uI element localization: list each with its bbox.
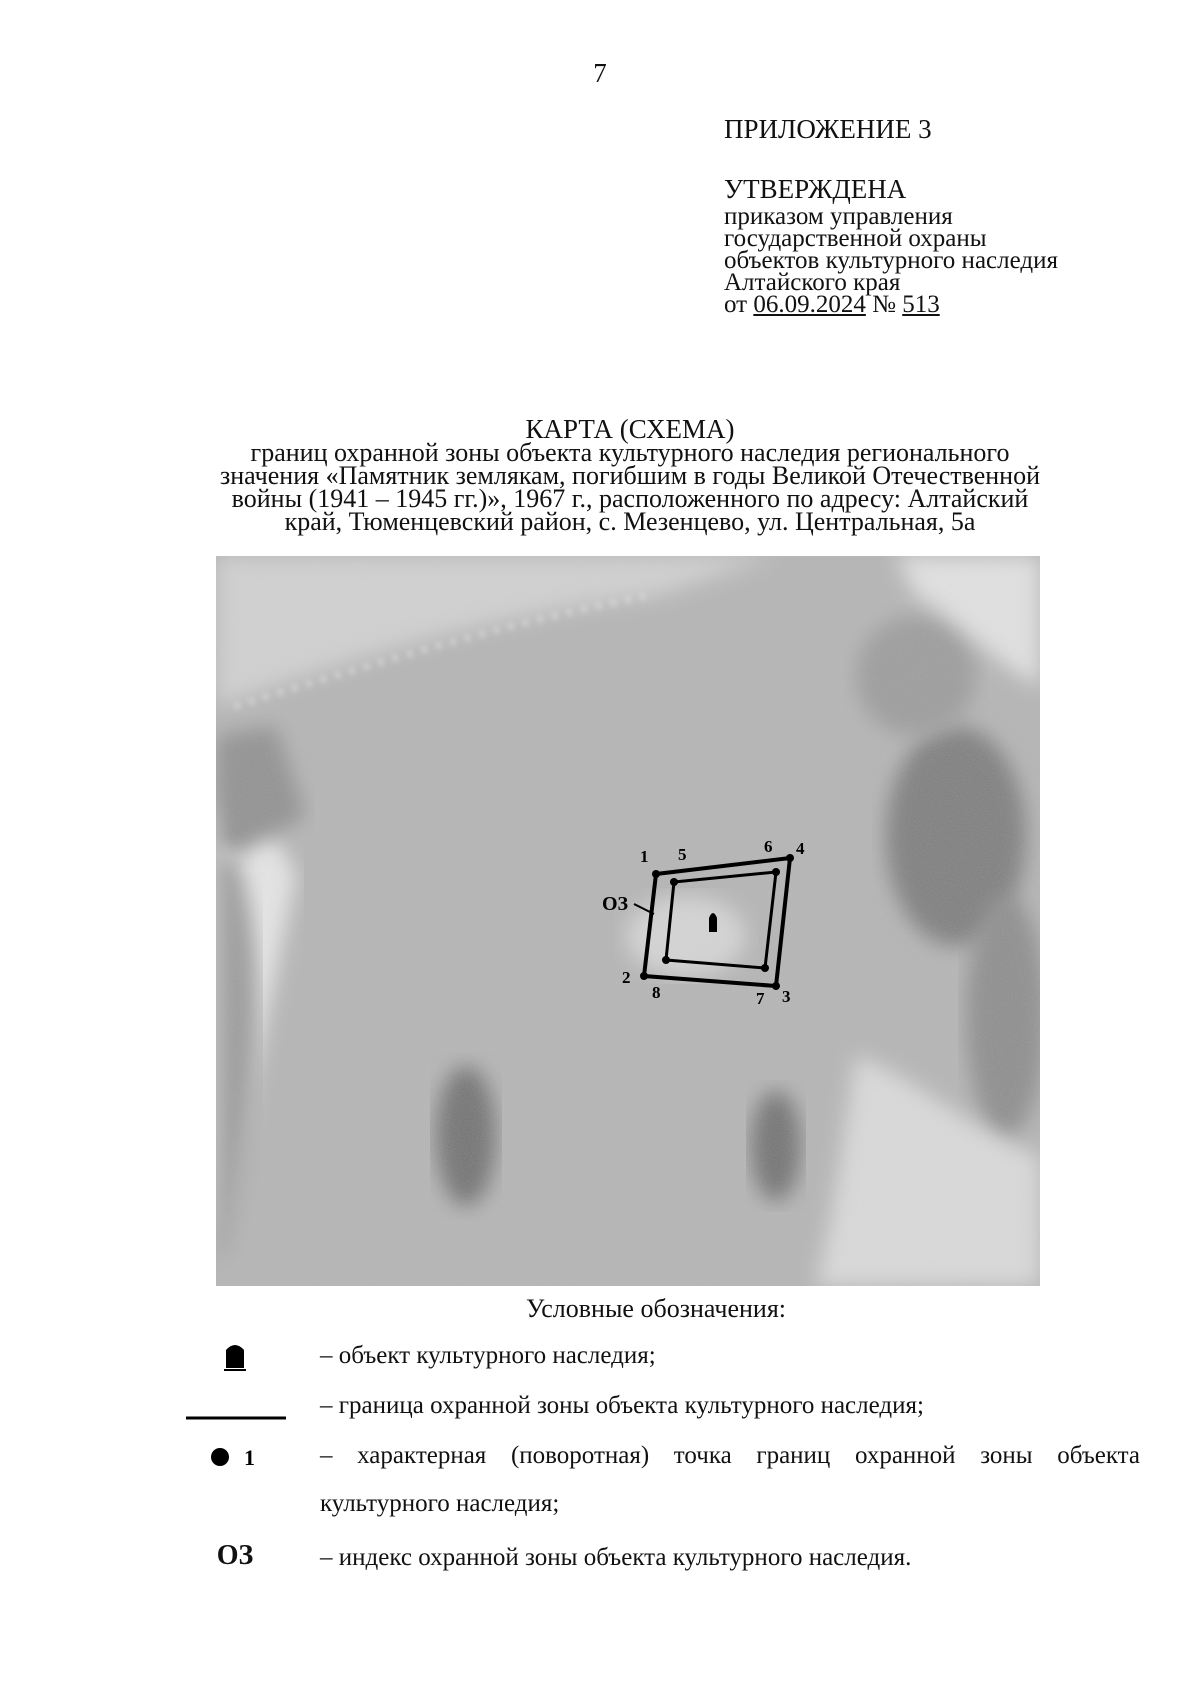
legend-boundary-symbol bbox=[180, 1402, 290, 1430]
legend-heritage-symbol bbox=[180, 1340, 290, 1381]
title-line-1: КАРТА (СХЕМА) bbox=[525, 414, 735, 444]
approval-line-1: приказом управления bbox=[724, 203, 953, 230]
point-label-5: 5 bbox=[678, 845, 687, 864]
legend-text-boundary: – граница охранной зоны объекта культурного наследия; bbox=[320, 1392, 924, 1419]
approval-line-2: государственной охраны bbox=[724, 225, 987, 252]
approval-line-4: Алтайского края bbox=[724, 269, 901, 296]
legend-item-boundary bbox=[180, 1382, 1140, 1430]
title-line-3: значения «Памятник землякам, погибшим в годы Великой Отечественной bbox=[219, 461, 1040, 490]
approval-number: 513 bbox=[902, 291, 940, 318]
title-line-5: край, Тюменцевский район, с. Мезенцево, ул. Центральная, 5а bbox=[284, 507, 976, 536]
date-prefix: от bbox=[724, 291, 754, 318]
zone-index-label: ОЗ bbox=[602, 893, 629, 915]
point-label-8: 8 bbox=[652, 983, 661, 1002]
appendix-label: ПРИЛОЖЕНИЕ 3 bbox=[724, 114, 932, 144]
document-title bbox=[150, 414, 1110, 536]
point-label-2: 2 bbox=[622, 968, 631, 987]
legend-text-point: – характерная (поворотная) точка границ охранной зоны объекта культурного наследия; bbox=[320, 1442, 1140, 1517]
legend-text-zone-index: – индекс охранной зоны объекта культурного наследия. bbox=[320, 1544, 912, 1571]
legend-point-number: 1 bbox=[244, 1445, 255, 1470]
map-image bbox=[216, 556, 1040, 1286]
legend-zone-index-symbol: ОЗ bbox=[216, 1540, 254, 1571]
point-label-3: 3 bbox=[782, 987, 791, 1006]
point-label-1: 1 bbox=[640, 847, 649, 866]
number-prefix: № bbox=[865, 291, 903, 318]
legend-item-point bbox=[180, 1432, 1140, 1528]
approved-label: УТВЕРЖДЕНА bbox=[724, 174, 907, 204]
heritage-object-icon bbox=[709, 913, 717, 932]
legend-item-heritage bbox=[180, 1332, 1140, 1380]
approval-date-line bbox=[724, 291, 1058, 318]
point-label-7: 7 bbox=[756, 989, 765, 1008]
approval-block bbox=[724, 114, 1058, 318]
title-line-2: границ охранной зоны объекта культурного наследия регионального bbox=[250, 438, 1010, 467]
approval-date: 06.09.2024 bbox=[753, 291, 866, 318]
approval-line-3: объектов культурного наследия bbox=[724, 247, 1058, 274]
turning-point-dot bbox=[211, 1448, 229, 1466]
legend-item-zone-index bbox=[180, 1534, 1140, 1582]
point-label-4: 4 bbox=[796, 839, 805, 858]
heritage-object-icon bbox=[226, 1345, 244, 1368]
page-number: 7 bbox=[593, 58, 607, 88]
title-line-4: войны (1941 – 1945 гг.)», 1967 г., расположенного по адресу: Алтайский bbox=[231, 484, 1029, 513]
point-label-6: 6 bbox=[764, 837, 773, 856]
legend-text-heritage: – объект культурного наследия; bbox=[320, 1342, 656, 1369]
legend-title: Условные обозначения: bbox=[525, 1294, 787, 1323]
legend-point-symbol bbox=[180, 1442, 290, 1479]
